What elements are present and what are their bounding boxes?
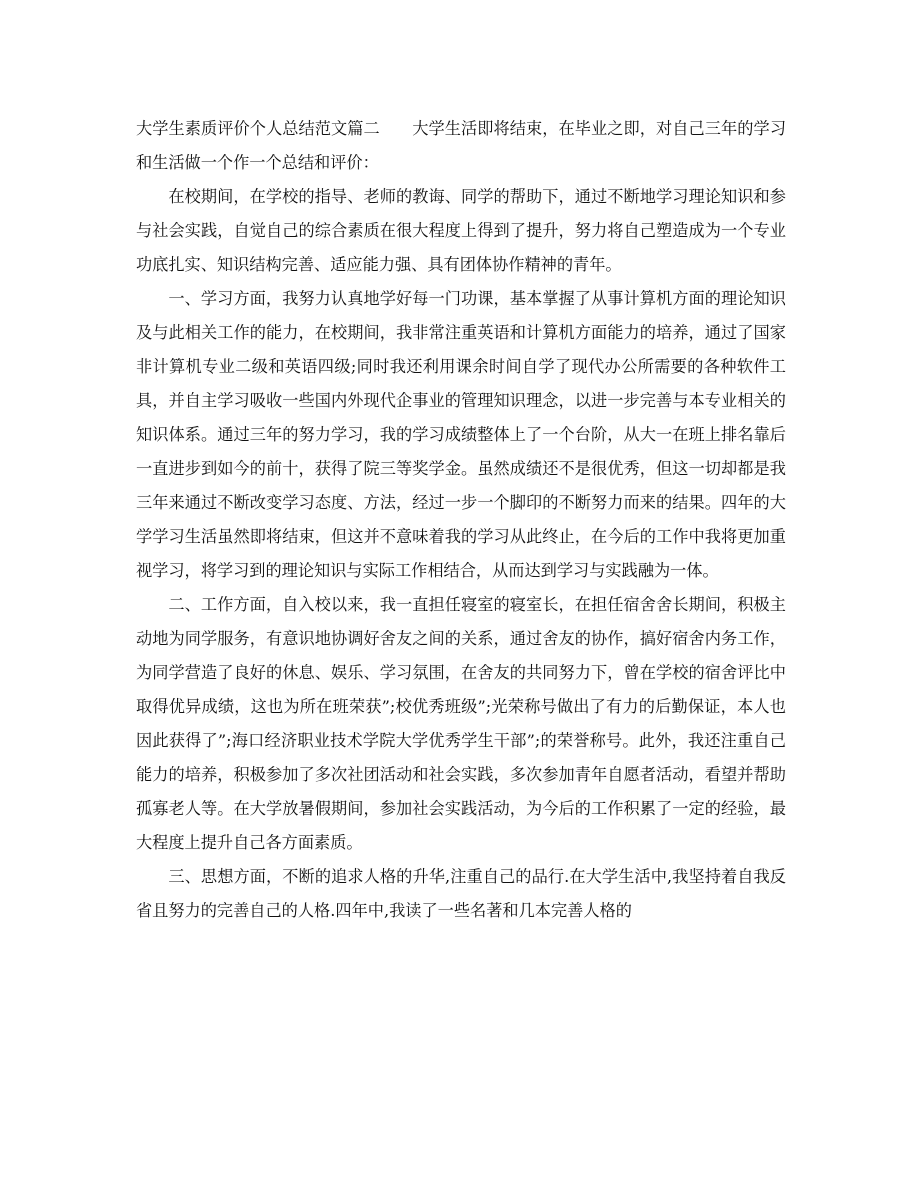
document-page (136, 112, 786, 928)
paragraph-work: 二、工作方面，自入校以来，我一直担任寝室的寝室长，在担任宿舍舍长期间，积极主动地为同学服务，有意识地协调好舍友之间的关系，通过舍友的协作，搞好宿舍内务工作，为同学营造了良好的休息、娱乐、学习氛围，在舍友的共同努力下，曾在学校的宿舍评比中取得优异成绩，这也为所在班荣获”;校优秀班级”;光荣称号做出了有力的后勤保证，本人也因此获得了”;海口经济职业技术学院大学优秀学生干部”;的荣誉称号。此外，我还注重自己能力的培养，积极参加了多次社团活动和社会实践，多次参加青年自愿者活动，看望并帮助孤寡老人等。在大学放暑假期间，参加社会实践活动，为今后的工作积累了一定的经验，最大程度上提升自己各方面素质。 (136, 595, 786, 852)
intro-text: 大学生活即将结束，在毕业之即，对自己三年的学习和生活做一个作一个总结和评价： (136, 119, 787, 172)
paragraph-thought: 三、思想方面，不断的追求人格的升华,注重自己的品行.在大学生活中,我坚持着自我反省且努力的完善自己的人格.四年中,我读了一些名著和几本完善人格的 (136, 867, 786, 920)
paragraph-campus-period: 在校期间，在学校的指导、老师的教诲、同学的帮助下，通过不断地学习理论知识和参与社会实践，自觉自己的综合素质在很大程度上得到了提升，努力将自己塑造成为一个专业功底扎实、知识结构完善、适应能力强、具有团体协作精神的青年。 (136, 187, 786, 274)
document-title: 大学生素质评价个人总结范文篇二 (136, 119, 380, 138)
intro-paragraph (136, 112, 786, 180)
paragraph-study: 一、学习方面，我努力认真地学好每一门功课，基本掌握了从事计算机方面的理论知识及与此相关工作的能力，在校期间，我非常注重英语和计算机方面能力的培养，通过了国家非计算机专业二级和英语四级;同时我还利用课余时间自学了现代办公所需要的各种软件工具，并自主学习吸收一些国内外现代企事业的管理知识理念，以进一步完善与本专业相关的知识体系。通过三年的努力学习，我的学习成绩整体上了一个台阶，从大一在班上排名靠后一直进步到如今的前十，获得了院三等奖学金。虽然成绩还不是很优秀，但这一切却都是我三年来通过不断改变学习态度、方法，经过一步一个脚印的不断努力而来的结果。四年的大学学习生活虽然即将结束，但这并不意味着我的学习从此终止，在今后的工作中我将更加重视学习，将学习到的理论知识与实际工作相结合，从而达到学习与实践融为一体。 (136, 289, 786, 580)
